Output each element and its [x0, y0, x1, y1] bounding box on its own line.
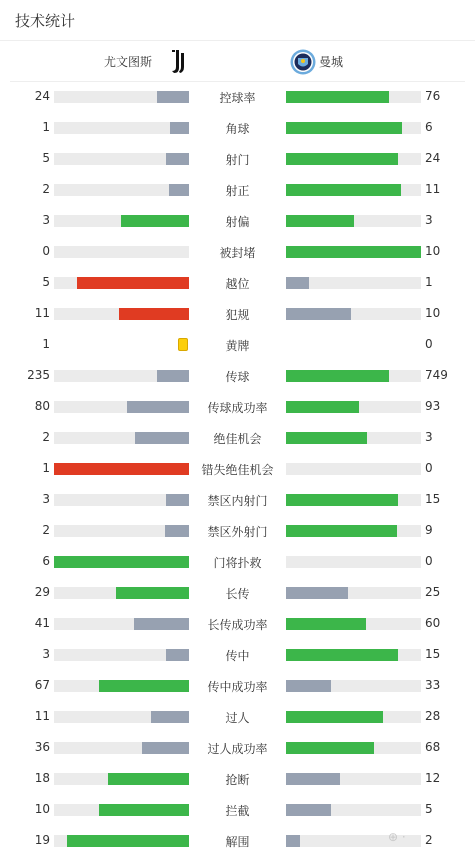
away-value: 10: [425, 306, 441, 320]
away-value: 5: [425, 802, 433, 816]
home-bar-fill: [165, 525, 189, 537]
home-bar-track: [54, 277, 189, 289]
away-value: 15: [425, 492, 441, 506]
home-value: 29: [34, 585, 50, 599]
home-value: 1: [42, 120, 50, 134]
home-bar-track: [54, 91, 189, 103]
home-bar-fill: [121, 215, 189, 227]
away-value: 1: [425, 275, 433, 289]
stat-row: [0, 303, 475, 325]
away-bar-track: [286, 649, 421, 661]
away-value: 25: [425, 585, 441, 599]
stat-row: [0, 737, 475, 759]
home-bar-fill: [67, 835, 189, 847]
stat-row: [0, 148, 475, 170]
away-value: 24: [425, 151, 441, 165]
home-team-name[interactable]: 尤文图斯: [103, 55, 152, 69]
away-bar-fill: [286, 277, 309, 289]
away-bar-track: [286, 91, 421, 103]
home-bar-track: [54, 401, 189, 413]
stat-label: 传球: [225, 370, 250, 384]
home-value: 19: [34, 833, 50, 847]
away-bar-track: [286, 122, 421, 134]
away-bar-fill: [286, 649, 398, 661]
away-bar-track: [286, 401, 421, 413]
home-value: 36: [34, 740, 50, 754]
away-bar-fill: [286, 804, 331, 816]
away-bar-fill: [286, 122, 402, 134]
away-bar-track: [286, 153, 421, 165]
home-value: 18: [34, 771, 50, 785]
juventus-logo-icon[interactable]: [170, 49, 186, 75]
away-bar-track: [286, 277, 421, 289]
away-bar-fill: [286, 246, 421, 258]
home-bar-track: [54, 618, 189, 630]
home-bar-fill: [166, 649, 189, 661]
home-value: 2: [42, 523, 50, 537]
stat-row: [0, 613, 475, 635]
stat-row: [0, 520, 475, 542]
stat-row: [0, 706, 475, 728]
home-bar-track: [54, 773, 189, 785]
away-bar-fill: [286, 835, 300, 847]
away-value: 0: [425, 337, 433, 351]
manchester-city-logo-icon[interactable]: [290, 49, 316, 75]
team-header: [10, 41, 465, 82]
stat-row: [0, 272, 475, 294]
home-bar-track: [54, 122, 189, 134]
stat-label: 射门: [225, 153, 250, 167]
stat-row: [0, 334, 475, 356]
home-bar-fill: [166, 153, 189, 165]
away-value: 93: [425, 399, 441, 413]
home-bar-fill: [135, 432, 189, 444]
away-bar-track: [286, 432, 421, 444]
stat-label: 越位: [225, 277, 250, 291]
away-value: 11: [425, 182, 441, 196]
stat-row: [0, 210, 475, 232]
away-bar-fill: [286, 773, 340, 785]
stat-label: 被封堵: [219, 246, 256, 260]
stats-header: [0, 0, 475, 41]
stat-label: 长传: [225, 587, 250, 601]
home-bar-track: [54, 587, 189, 599]
home-bar-fill: [127, 401, 189, 413]
home-bar-track: [54, 835, 189, 847]
away-bar-fill: [286, 525, 397, 537]
stat-label: 解围: [225, 835, 250, 849]
home-bar-track: [54, 246, 189, 258]
away-value: 749: [425, 368, 448, 382]
home-value: 11: [34, 306, 50, 320]
away-value: 0: [425, 461, 433, 475]
stat-label: 传中成功率: [207, 680, 268, 694]
home-bar-fill: [54, 556, 189, 568]
home-bar-track: [54, 742, 189, 754]
home-bar-fill: [134, 618, 189, 630]
home-bar-fill: [116, 587, 189, 599]
stat-label: 抢断: [225, 773, 250, 787]
stat-label: 黄牌: [225, 339, 250, 353]
away-value: 2: [425, 833, 433, 847]
stat-row: [0, 86, 475, 108]
away-bar-track: [286, 525, 421, 537]
away-bar-track: [286, 215, 421, 227]
home-value: 1: [42, 461, 50, 475]
away-bar-fill: [286, 370, 389, 382]
stat-row: [0, 675, 475, 697]
home-bar-track: [54, 556, 189, 568]
stat-label: 长传成功率: [207, 618, 268, 632]
away-bar-track: [286, 556, 421, 568]
stat-row: [0, 365, 475, 387]
away-value: 76: [425, 89, 441, 103]
away-value: 9: [425, 523, 433, 537]
home-value: 2: [42, 182, 50, 196]
stat-label: 传中: [225, 649, 250, 663]
away-bar-fill: [286, 401, 359, 413]
stat-label: 过人: [225, 711, 250, 725]
home-bar-track: [54, 153, 189, 165]
away-bar-track: [286, 773, 421, 785]
away-bar-track: [286, 370, 421, 382]
stat-label: 犯规: [225, 308, 250, 322]
away-bar-fill: [286, 711, 383, 723]
home-bar-track: [54, 370, 189, 382]
away-bar-fill: [286, 432, 367, 444]
away-value: 68: [425, 740, 441, 754]
away-value: 12: [425, 771, 441, 785]
away-value: 3: [425, 213, 433, 227]
away-bar-track: [286, 618, 421, 630]
home-bar-fill: [99, 680, 189, 692]
home-value: 80: [34, 399, 50, 413]
stat-row: [0, 799, 475, 821]
stat-row: [0, 117, 475, 139]
away-value: 28: [425, 709, 441, 723]
away-bar-fill: [286, 308, 351, 320]
away-bar-track: [286, 463, 421, 475]
home-value: 10: [34, 802, 50, 816]
home-value: 3: [42, 647, 50, 661]
home-bar-track: [54, 494, 189, 506]
stat-row: [0, 427, 475, 449]
home-value: 0: [42, 244, 50, 258]
away-bar-track: [286, 742, 421, 754]
away-team-name[interactable]: 曼城: [319, 55, 344, 69]
home-bar-track: [54, 680, 189, 692]
home-bar-fill: [157, 370, 189, 382]
stat-row: [0, 644, 475, 666]
home-value: 24: [34, 89, 50, 103]
away-bar-fill: [286, 742, 374, 754]
home-value: 67: [34, 678, 50, 692]
away-bar-fill: [286, 494, 398, 506]
stat-label: 传球成功率: [207, 401, 268, 415]
stat-row: [0, 179, 475, 201]
home-value: 5: [42, 151, 50, 165]
away-value: 3: [425, 430, 433, 444]
away-bar-track: [286, 680, 421, 692]
stat-label: 角球: [225, 122, 250, 136]
away-bar-track: [286, 587, 421, 599]
home-value: 41: [34, 616, 50, 630]
away-bar-fill: [286, 618, 366, 630]
away-bar-fill: [286, 680, 331, 692]
stat-label: 错失绝佳机会: [201, 463, 274, 477]
home-value: 1: [42, 337, 50, 351]
home-value: 6: [42, 554, 50, 568]
home-bar-track: [54, 463, 189, 475]
home-bar-track: [54, 308, 189, 320]
stat-label: 绝佳机会: [213, 432, 262, 446]
away-bar-track: [286, 804, 421, 816]
away-value: 33: [425, 678, 441, 692]
stat-label: 射偏: [225, 215, 250, 229]
home-bar-fill: [54, 463, 189, 475]
away-bar-track: [286, 246, 421, 258]
away-bar-track: [286, 711, 421, 723]
stat-label: 门将扑救: [213, 556, 262, 570]
home-bar-track: [54, 804, 189, 816]
home-value: 2: [42, 430, 50, 444]
away-value: 60: [425, 616, 441, 630]
watermark: ⊕ ·: [388, 830, 406, 844]
away-value: 6: [425, 120, 433, 134]
home-bar-fill: [119, 308, 189, 320]
away-bar-fill: [286, 184, 401, 196]
home-bar-fill: [157, 91, 189, 103]
away-value: 10: [425, 244, 441, 258]
home-bar-track: [54, 711, 189, 723]
home-value: 3: [42, 492, 50, 506]
stat-row: [0, 551, 475, 573]
stat-label: 禁区内射门: [207, 494, 268, 508]
yellow-card-icon: [178, 338, 188, 351]
home-bar-track: [54, 525, 189, 537]
away-value: 0: [425, 554, 433, 568]
away-bar-fill: [286, 91, 389, 103]
stat-label: 拦截: [225, 804, 250, 818]
home-value: 3: [42, 213, 50, 227]
home-bar-track: [54, 215, 189, 227]
away-bar-track: [286, 494, 421, 506]
stat-row: [0, 582, 475, 604]
away-bar-fill: [286, 153, 398, 165]
stat-label: 过人成功率: [207, 742, 268, 756]
home-value: 11: [34, 709, 50, 723]
home-bar-fill: [99, 804, 189, 816]
stat-row: [0, 489, 475, 511]
home-bar-track: [54, 649, 189, 661]
away-bar-track: [286, 184, 421, 196]
home-bar-fill: [77, 277, 189, 289]
home-bar-fill: [169, 184, 189, 196]
away-value: 15: [425, 647, 441, 661]
away-bar-fill: [286, 215, 354, 227]
home-bar-fill: [151, 711, 189, 723]
home-value: 5: [42, 275, 50, 289]
home-bar-fill: [170, 122, 189, 134]
home-bar-fill: [166, 494, 189, 506]
stat-row: [0, 768, 475, 790]
stat-label: 禁区外射门: [207, 525, 268, 539]
away-bar-fill: [286, 587, 348, 599]
home-bar-track: [54, 432, 189, 444]
home-bar-fill: [142, 742, 189, 754]
home-value: 235: [27, 368, 50, 382]
page-title: 技术统计: [15, 12, 76, 30]
away-bar-track: [286, 308, 421, 320]
stat-row: [0, 396, 475, 418]
stat-label: 控球率: [219, 91, 256, 105]
stat-label: 射正: [225, 184, 250, 198]
stat-row: [0, 241, 475, 263]
home-bar-fill: [108, 773, 189, 785]
home-bar-track: [54, 184, 189, 196]
stat-row: [0, 458, 475, 480]
